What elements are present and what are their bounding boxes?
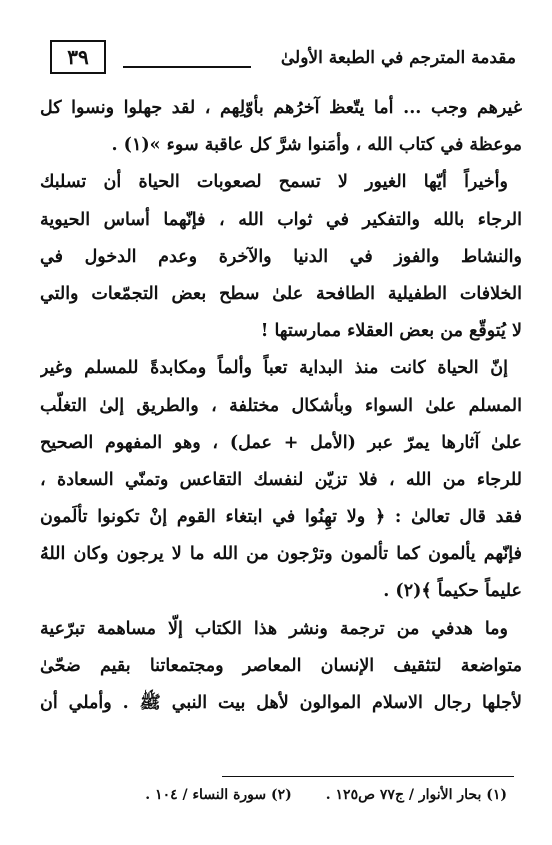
footnotes — [145, 787, 507, 803]
text-line: فإنّهم يألمون كما تألمون وترْجون من الله ما لا يرجون وكان اللهُ — [40, 544, 522, 565]
text-line: موعظة في كتاب الله ، وأمَنوا شرَّ كل عاقبة سوء »(١) . — [111, 135, 522, 156]
text-line: فقد قال تعالىٰ : ﴿ ولا تهِنُوا في ابتغاء القوم إنْ تكونوا تألَمون — [40, 507, 522, 528]
footnote-2: (٢) سورة النساء / ١٠٤ . — [145, 787, 292, 803]
text-line: وأخيراً أيّها الغيور لا تسمح لصعوبات الحياة أن تسلبك — [40, 172, 508, 193]
footnote-separator — [222, 776, 514, 777]
text-line: المسلم علىٰ السواء وبأشكال مختلفة ، والطريق إلىٰ التغلّب — [40, 395, 522, 416]
text-line: لا يُتوقّع من بعض العقلاء ممارستها ! — [260, 321, 522, 342]
page-number-box: ٣٩ — [50, 40, 106, 74]
text-line: لأجلها رجال الاسلام الموالون لأهل بيت النبي ﷺ . وأملي أن — [40, 693, 522, 713]
header-rule — [123, 66, 251, 68]
text-line: إنّ الحياة كانت منذ البداية تعباً وألماً ومكابدةً للمسلم وغير — [40, 358, 508, 379]
text-line: وما هدفي من ترجمة ونشر هذا الكتاب إلّا مساهمة تبرّعية — [40, 618, 508, 639]
page-header — [50, 40, 516, 84]
text-line: والنشاط والفوز في الدنيا والآخرة وعدم الدخول في — [40, 246, 522, 267]
text-line: الخلافات الطفيلية الطافحة علىٰ سطح بعض التجمّعات والتي — [40, 283, 522, 304]
text-line: متواضعة لتثقيف الإنسان المعاصر ومجتمعاتنا بقيم ضحّىٰ — [40, 655, 522, 676]
text-line: عليماً حكيماً ﴾(٢) . — [383, 581, 522, 602]
text-line: غيرهم وجب ... أما يتّعظ آخرُهم بأوّلِهم ، لقد جهلوا ونسوا كل — [40, 98, 522, 118]
text-line: علىٰ آثارها يمرّ عبر (الأمل + عمل) ، وهو المفهوم الصحيح — [40, 432, 522, 453]
text-line: الرجاء بالله والتفكير في ثواب الله ، فإنّهما أساس الحيوية — [40, 209, 522, 230]
footnote-1: (١) بحار الأنوار / ج٧٧ ص١٢٥ . — [325, 787, 507, 803]
text-line: للرجاء من الله ، فلا تزيّن لنفسك التقاعس وتمنّي السعادة ، — [40, 469, 522, 490]
body-text — [40, 90, 522, 722]
running-title: مقدمة المترجم في الطبعة الأولىٰ — [280, 48, 516, 68]
